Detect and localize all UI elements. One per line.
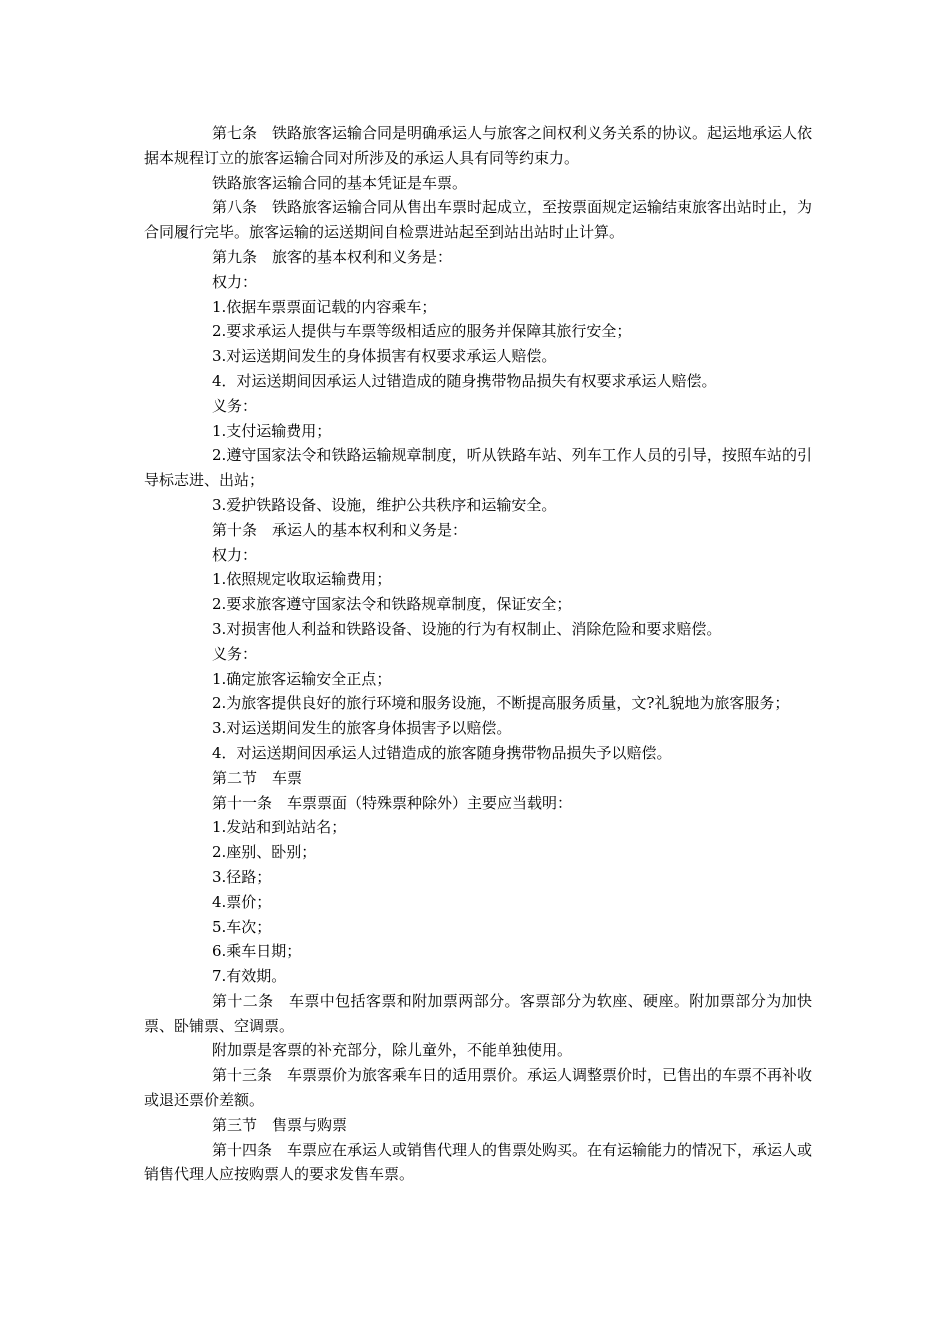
paragraph-obligations-heading: 义务：	[212, 644, 258, 663]
paragraph-supplementary-ticket: 附加票是客票的补充部分，除儿童外，不能单独使用。	[212, 1041, 573, 1060]
list-item: 3.爱护铁路设备、设施，维护公共秩序和运输安全。	[212, 495, 557, 514]
list-item: 4．对运送期间因承运人过错造成的随身携带物品损失有权要求承运人赔偿。	[212, 371, 717, 390]
list-item: 4.票价；	[212, 892, 272, 911]
section-heading-tickets: 第二节 车票	[212, 768, 303, 787]
paragraph-article-12: 第十二条 车票中包括客票和附加票两部分。客票部分为软座、硬座。附加票部分为加快票、卧铺票、空调票。	[144, 991, 812, 1035]
paragraph-article-11: 第十一条 车票票面（特殊票种除外）主要应当载明：	[212, 793, 573, 812]
document-body	[144, 121, 812, 1187]
list-item: 1.确定旅客运输安全正点；	[212, 669, 392, 688]
paragraph-article-13: 第十三条 车票票价为旅客乘车日的适用票价。承运人调整票价时，已售出的车票不再补收或退还票价差额。	[144, 1066, 813, 1110]
list-item: 5.车次；	[212, 917, 272, 936]
section-heading-sales: 第三节 售票与购票	[212, 1115, 348, 1134]
paragraph-article-7: 第七条 铁路旅客运输合同是明确承运人与旅客之间权利义务关系的协议。起运地承运人依据本规程订立的旅客运输合同对所涉及的承运人具有同等约束力。	[144, 124, 813, 167]
list-item: 2.要求旅客遵守国家法令和铁路规章制度，保证安全；	[212, 595, 572, 614]
paragraph-article-9: 第九条 旅客的基本权利和义务是：	[212, 247, 453, 266]
list-item: 3.对运送期间发生的旅客身体损害予以赔偿。	[212, 719, 512, 738]
list-item: 2.为旅客提供良好的旅行环境和服务设施，不断提高服务质量，文?礼貌地为旅客服务；	[212, 694, 790, 713]
paragraph-article-10: 第十条 承运人的基本权利和义务是：	[212, 520, 468, 539]
list-item: 4．对运送期间因承运人过错造成的旅客随身携带物品损失予以赔偿。	[212, 743, 672, 762]
list-item: 1.依据车票票面记载的内容乘车；	[212, 297, 437, 316]
paragraph-article-8: 第八条 铁路旅客运输合同从售出车票时起成立，至按票面规定运输结束旅客出站时止，为合同履行完毕。旅客运输的运送期间自检票进站起至到站出站时止计算。	[144, 198, 813, 242]
list-item: 2.要求承运人提供与车票等级相适应的服务并保障其旅行安全；	[212, 322, 632, 341]
paragraph-rights-heading: 权力：	[212, 272, 258, 291]
paragraph-article-14: 第十四条 车票应在承运人或销售代理人的售票处购买。在有运输能力的情况下，承运人或销售代理人应按购票人的要求发售车票。	[144, 1140, 813, 1184]
list-item: 3.对运送期间发生的身体损害有权要求承运人赔偿。	[212, 347, 557, 366]
paragraph-obligations-heading: 义务：	[212, 396, 258, 415]
list-item: 2.遵守国家法令和铁路运输规章制度，听从铁路车站、列车工作人员的引导，按照车站的引导标志进、出站；	[144, 446, 812, 490]
list-item: 1.支付运输费用；	[212, 421, 332, 440]
list-item: 7.有效期。	[212, 967, 287, 986]
list-item: 1.发站和到站站名；	[212, 818, 347, 837]
paragraph-rights-heading: 权力：	[212, 545, 258, 564]
list-item: 3.对损害他人利益和铁路设备、设施的行为有权制止、消除危险和要求赔偿。	[212, 619, 722, 638]
list-item: 2.座别、卧别；	[212, 843, 317, 862]
paragraph-ticket-basis: 铁路旅客运输合同的基本凭证是车票。	[212, 173, 468, 192]
list-item: 1.依照规定收取运输费用；	[212, 570, 392, 589]
list-item: 3.径路；	[212, 867, 272, 886]
list-item: 6.乘车日期；	[212, 942, 302, 961]
